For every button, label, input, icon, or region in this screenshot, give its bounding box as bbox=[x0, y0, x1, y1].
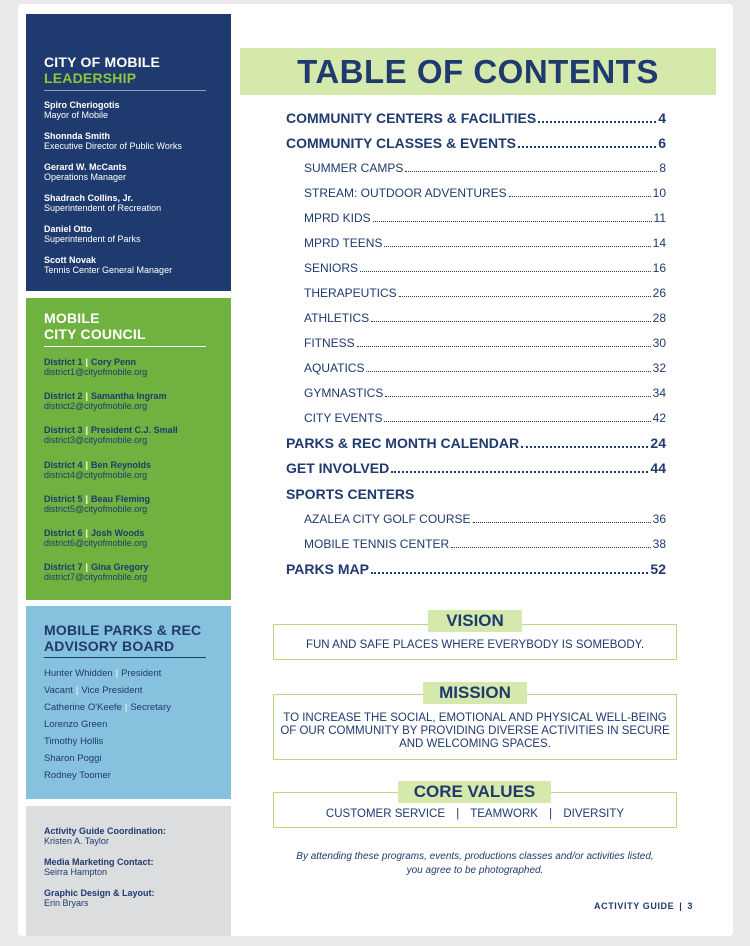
toc-entry-label: SUMMER CAMPS bbox=[304, 161, 404, 175]
advisory-member-name: Hunter Whidden bbox=[44, 668, 113, 679]
toc-entry[interactable] bbox=[304, 537, 666, 551]
advisory-divider bbox=[44, 657, 206, 658]
toc-entry-label: ATHLETICS bbox=[304, 311, 370, 325]
toc-entry-label: AZALEA CITY GOLF COURSE bbox=[304, 512, 471, 526]
toc-entry[interactable] bbox=[286, 561, 666, 578]
toc-entry-label: SPORTS CENTERS bbox=[286, 486, 415, 502]
toc-page-number: 10 bbox=[652, 186, 666, 200]
toc-page-number: 32 bbox=[652, 361, 666, 375]
leader-role: Superintendent of Recreation bbox=[44, 203, 162, 213]
council-member-name: President C.J. Small bbox=[91, 425, 178, 435]
council-member-email[interactable]: district3@cityofmobile.org bbox=[44, 435, 148, 445]
leader-name: Spiro Cheriogotis bbox=[44, 100, 120, 110]
advisory-member-role: Secretary bbox=[130, 702, 171, 713]
toc-page-number: 8 bbox=[659, 161, 666, 175]
leader-role: Mayor of Mobile bbox=[44, 110, 109, 120]
credits-panel bbox=[26, 806, 231, 936]
leader-name: Daniel Otto bbox=[44, 224, 93, 234]
toc-entry[interactable] bbox=[304, 386, 666, 400]
separator: | bbox=[115, 668, 119, 679]
council-member bbox=[44, 357, 147, 377]
toc-page-number: 11 bbox=[653, 211, 666, 225]
toc-entry-label: GET INVOLVED bbox=[286, 460, 390, 476]
separator: | bbox=[679, 901, 683, 911]
leader-name: Gerard W. McCants bbox=[44, 162, 127, 172]
toc-entry[interactable] bbox=[304, 336, 666, 350]
activity-guide-page bbox=[18, 4, 733, 936]
toc-entry[interactable] bbox=[304, 512, 666, 526]
council-member bbox=[44, 425, 178, 445]
toc-page-number: 52 bbox=[650, 561, 666, 577]
footer-label: ACTIVITY GUIDE bbox=[594, 901, 675, 911]
council-member bbox=[44, 494, 150, 514]
district-label: District 4 bbox=[44, 460, 83, 470]
toc-page-number: 44 bbox=[650, 460, 666, 476]
toc-leader-dots bbox=[509, 196, 651, 197]
credit-label: Graphic Design & Layout: bbox=[44, 888, 155, 898]
toc-page-number: 36 bbox=[652, 512, 666, 526]
advisory-member bbox=[44, 736, 103, 747]
council-member-name: Samantha Ingram bbox=[91, 391, 167, 401]
council-member-email[interactable]: district4@cityofmobile.org bbox=[44, 470, 148, 480]
toc-page-number: 30 bbox=[652, 336, 666, 350]
core-value: TEAMWORK bbox=[470, 808, 538, 820]
council-title-line1: MOBILE bbox=[44, 310, 100, 326]
toc-entry-label: AQUATICS bbox=[304, 361, 365, 375]
leadership-item bbox=[44, 255, 172, 275]
advisory-member bbox=[44, 668, 161, 679]
toc-leader-dots bbox=[391, 471, 648, 473]
toc-leader-dots bbox=[385, 396, 650, 397]
credit-item bbox=[44, 857, 154, 877]
district-label: District 3 bbox=[44, 425, 83, 435]
toc-entry[interactable] bbox=[286, 460, 666, 477]
toc-leader-dots bbox=[518, 146, 656, 148]
district-label: District 5 bbox=[44, 494, 83, 504]
vision-text: FUN AND SAFE PLACES WHERE EVERYBODY IS SOMEBODY. bbox=[305, 639, 645, 651]
advisory-member-role: President bbox=[121, 668, 162, 679]
toc-entry-label: FITNESS bbox=[304, 336, 355, 350]
toc-leader-dots bbox=[384, 246, 650, 247]
council-member-name: Gina Gregory bbox=[91, 562, 149, 572]
toc-entry-label: CITY EVENTS bbox=[304, 411, 383, 425]
toc-leader-dots bbox=[357, 346, 651, 347]
separator: | bbox=[124, 702, 128, 713]
credit-value: Kristen A. Taylor bbox=[44, 836, 109, 846]
separator: | bbox=[85, 391, 89, 401]
council-title-line2: CITY COUNCIL bbox=[44, 326, 146, 342]
core-values-heading: CORE VALUES bbox=[398, 781, 551, 803]
leader-role: Superintendent of Parks bbox=[44, 234, 141, 244]
separator: | bbox=[85, 425, 89, 435]
toc-entry[interactable] bbox=[304, 211, 666, 225]
credit-label: Media Marketing Contact: bbox=[44, 857, 154, 867]
toc-entry[interactable] bbox=[304, 361, 666, 375]
toc-page-number: 34 bbox=[652, 386, 666, 400]
toc-entry[interactable] bbox=[304, 261, 666, 275]
toc-leader-dots bbox=[373, 221, 652, 222]
toc-entry-label: SENIORS bbox=[304, 261, 359, 275]
district-label: District 7 bbox=[44, 562, 83, 572]
leader-role: Executive Director of Public Works bbox=[44, 141, 182, 151]
leadership-divider bbox=[44, 90, 206, 91]
advisory-member-name: Vacant bbox=[44, 685, 73, 696]
leadership-title-line1: CITY OF MOBILE bbox=[44, 54, 161, 70]
separator: | bbox=[75, 685, 79, 696]
city-council-panel bbox=[26, 298, 231, 600]
council-member bbox=[44, 562, 149, 582]
credit-item bbox=[44, 888, 155, 908]
page-number: 3 bbox=[687, 901, 693, 911]
toc-entry-label: MPRD KIDS bbox=[304, 211, 371, 225]
toc-entry[interactable] bbox=[286, 135, 666, 152]
advisory-member-name: Sharon Poggi bbox=[44, 753, 102, 764]
toc-page-number: 6 bbox=[658, 135, 666, 151]
toc-page-number: 26 bbox=[652, 286, 666, 300]
advisory-member bbox=[44, 702, 171, 713]
separator: | bbox=[85, 357, 89, 367]
council-member-name: Ben Reynolds bbox=[91, 460, 152, 470]
advisory-member bbox=[44, 685, 142, 696]
advisory-member-name: Catherine O'Keefe bbox=[44, 702, 122, 713]
toc-entry[interactable] bbox=[304, 236, 666, 250]
leader-name: Scott Novak bbox=[44, 255, 97, 265]
toc-entry-label: STREAM: OUTDOOR ADVENTURES bbox=[304, 186, 507, 200]
credit-item bbox=[44, 826, 166, 846]
council-member bbox=[44, 460, 151, 480]
leader-name: Shadrach Collins, Jr. bbox=[44, 193, 134, 203]
leader-role: Tennis Center General Manager bbox=[44, 265, 173, 275]
advisory-member-name: Lorenzo Green bbox=[44, 719, 108, 730]
toc-page-number: 16 bbox=[652, 261, 666, 275]
toc-entry-label: PARKS MAP bbox=[286, 561, 369, 577]
toc-leader-dots bbox=[521, 446, 648, 448]
council-member-email[interactable]: district1@cityofmobile.org bbox=[44, 367, 148, 377]
advisory-member bbox=[44, 770, 111, 781]
credit-value: Erin Bryars bbox=[44, 898, 89, 908]
district-label: District 6 bbox=[44, 528, 83, 538]
council-member-name: Beau Fleming bbox=[91, 494, 151, 504]
toc-page-number: 4 bbox=[658, 110, 666, 126]
toc-entry[interactable] bbox=[286, 486, 666, 502]
toc-leader-dots bbox=[360, 271, 651, 272]
toc-page-number: 24 bbox=[650, 435, 666, 451]
toc-leader-dots bbox=[451, 547, 651, 548]
toc-leader-dots bbox=[366, 371, 650, 372]
advisory-member bbox=[44, 719, 107, 730]
separator: | bbox=[85, 460, 89, 470]
vision-heading: VISION bbox=[428, 610, 522, 632]
mission-text: TO INCREASE THE SOCIAL, EMOTIONAL AND PHYSICAL WELL-BEING OF OUR COMMUNITY BY PROVIDING DIVERSE ACTIVITIES IN SECURE AND WELCOMING SPACES. bbox=[280, 712, 670, 750]
leadership-item bbox=[44, 193, 161, 213]
toc-page-number: 28 bbox=[652, 311, 666, 325]
toc-leader-dots bbox=[384, 421, 650, 422]
advisory-title bbox=[44, 622, 201, 654]
toc-leader-dots bbox=[473, 522, 651, 523]
advisory-board-panel bbox=[26, 606, 231, 799]
council-member-email[interactable]: district7@cityofmobile.org bbox=[44, 572, 148, 582]
core-value: CUSTOMER SERVICE bbox=[325, 808, 445, 820]
advisory-title-line1: MOBILE PARKS & REC bbox=[44, 622, 202, 638]
separator: | bbox=[85, 562, 89, 572]
toc-entry[interactable] bbox=[286, 110, 666, 127]
separator: | bbox=[85, 528, 89, 538]
leadership-title-line2: LEADERSHIP bbox=[44, 70, 137, 86]
leader-role: Operations Manager bbox=[44, 172, 127, 182]
toc-leader-dots bbox=[371, 572, 648, 574]
leadership-item bbox=[44, 100, 120, 120]
advisory-member-role: Vice President bbox=[81, 685, 143, 696]
toc-leader-dots bbox=[538, 121, 656, 123]
leadership-item bbox=[44, 131, 182, 151]
council-member-email[interactable]: district5@cityofmobile.org bbox=[44, 504, 148, 514]
council-member bbox=[44, 391, 167, 411]
advisory-member bbox=[44, 753, 102, 764]
toc-entry-label: PARKS & REC MONTH CALENDAR bbox=[286, 435, 520, 451]
core-value: DIVERSITY bbox=[563, 808, 625, 820]
toc-entry-label: MOBILE TENNIS CENTER bbox=[304, 537, 450, 551]
separator: | bbox=[549, 808, 553, 820]
toc-entry[interactable] bbox=[304, 311, 666, 325]
toc-title: TABLE OF CONTENTS bbox=[297, 53, 659, 90]
credit-label: Activity Guide Coordination: bbox=[44, 826, 167, 836]
council-member-email[interactable]: district2@cityofmobile.org bbox=[44, 401, 148, 411]
toc-leader-dots bbox=[371, 321, 651, 322]
toc-entry-label: COMMUNITY CENTERS & FACILITIES bbox=[286, 110, 537, 126]
leadership-item bbox=[44, 162, 127, 182]
council-title bbox=[44, 310, 146, 342]
leader-name: Shonnda Smith bbox=[44, 131, 110, 141]
toc-entry[interactable] bbox=[304, 286, 666, 300]
toc-entry-label: COMMUNITY CLASSES & EVENTS bbox=[286, 135, 516, 151]
toc-entry-label: MPRD TEENS bbox=[304, 236, 383, 250]
toc-page-number: 14 bbox=[652, 236, 666, 250]
council-member-name: Josh Woods bbox=[91, 528, 145, 538]
district-label: District 2 bbox=[44, 391, 83, 401]
separator: | bbox=[85, 494, 89, 504]
toc-entry[interactable] bbox=[286, 435, 666, 452]
council-divider bbox=[44, 346, 206, 347]
toc-banner bbox=[240, 48, 716, 95]
district-label: District 1 bbox=[44, 357, 83, 367]
toc-entry[interactable] bbox=[304, 161, 666, 175]
mission-heading: MISSION bbox=[423, 682, 527, 704]
photo-disclaimer: By attending these programs, events, productions classes and/or activities listed, you agree to be photographed. bbox=[296, 851, 654, 876]
toc-entry[interactable] bbox=[304, 411, 666, 425]
toc-leader-dots bbox=[405, 171, 657, 172]
page-footer bbox=[563, 901, 693, 911]
toc-page-number: 38 bbox=[652, 537, 666, 551]
credit-value: Seirra Hampton bbox=[44, 867, 108, 877]
leadership-title bbox=[44, 54, 160, 86]
separator: | bbox=[456, 808, 460, 820]
toc-entry-label: THERAPEUTICS bbox=[304, 286, 397, 300]
council-member-email[interactable]: district6@cityofmobile.org bbox=[44, 538, 148, 548]
advisory-member-name: Rodney Toomer bbox=[44, 770, 111, 781]
advisory-title-line2: ADVISORY BOARD bbox=[44, 638, 175, 654]
advisory-member-name: Timothy Hollis bbox=[44, 736, 104, 747]
leadership-panel bbox=[26, 14, 231, 291]
council-member bbox=[44, 528, 147, 548]
leadership-item bbox=[44, 224, 141, 244]
toc-page-number: 42 bbox=[652, 411, 666, 425]
toc-entry-label: GYMNASTICS bbox=[304, 386, 384, 400]
toc-leader-dots bbox=[399, 296, 651, 297]
council-member-name: Cory Penn bbox=[91, 357, 137, 367]
toc-entry[interactable] bbox=[304, 186, 666, 200]
